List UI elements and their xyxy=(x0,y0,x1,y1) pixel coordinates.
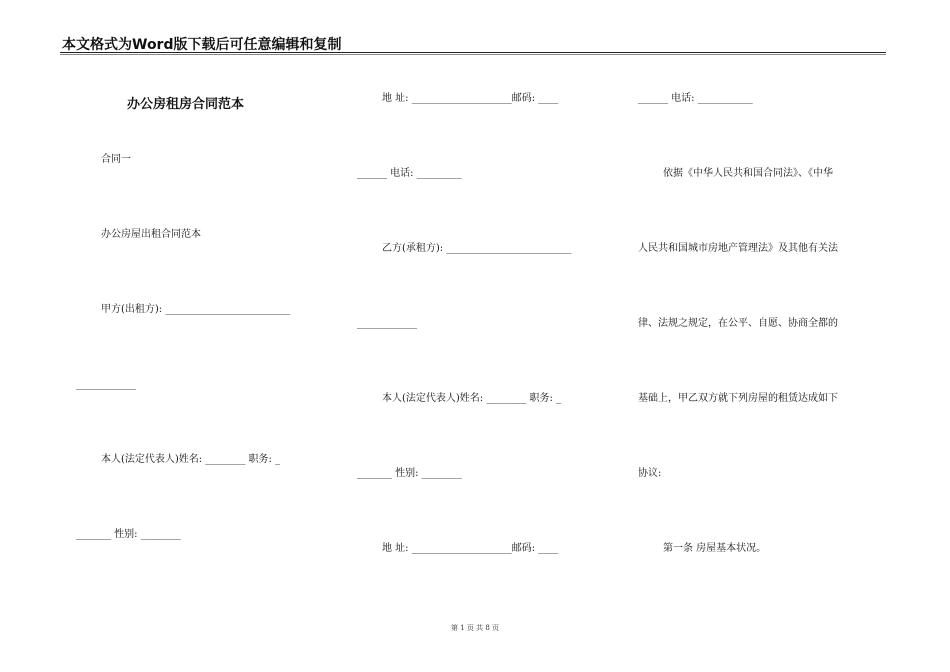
col1-line-gender: _______ 性别: ________ xyxy=(76,529,181,540)
col2-line-phone: ______ 电话: _________ xyxy=(357,168,462,179)
col3-line-article-one: 第一条 房屋基本状况。 xyxy=(663,543,767,554)
col2-line-address-2: 地 址: ____________________邮码: ____ xyxy=(382,543,559,554)
col1-line-representative: 本人(法定代表人)姓名: ________ 职务: _ xyxy=(101,454,281,465)
col3-line-basis-2: 人民共和国城市房地产管理法》及其他有关法 xyxy=(638,243,838,254)
col3-line-agreement: 协议: xyxy=(638,468,662,479)
col1-line-blank: ____________ xyxy=(76,379,136,390)
col1-line-party-a: 甲方(出租方): _________________________ xyxy=(101,304,291,315)
col1-line-subtitle: 办公房屋出租合同范本 xyxy=(101,229,201,240)
col3-line-basis-4: 基础上，甲乙双方就下列房屋的租赁达成如下 xyxy=(638,393,838,404)
header-title: 本文格式为Word版下载后可任意编辑和复制 xyxy=(62,37,342,53)
col2-line-representative: 本人(法定代表人)姓名: ________ 职务: _ xyxy=(382,393,562,404)
col3-line-basis-1: 依据《中华人民共和国合同法》、《中华 xyxy=(663,168,833,179)
col2-line-address: 地 址: ____________________邮码: ____ xyxy=(382,93,559,104)
header-rule xyxy=(60,52,886,53)
page-number: 第 1 页 共 8 页 xyxy=(450,624,500,632)
document-title: 办公房租房合同范本 xyxy=(127,97,245,112)
col2-line-gender: _______ 性别: ________ xyxy=(357,468,462,479)
col2-line-blank: ____________ xyxy=(357,318,417,329)
header-rule-thin xyxy=(60,54,886,55)
col2-line-party-b: 乙方(承租方): _________________________ xyxy=(382,243,572,254)
col3-line-phone: ______ 电话: ___________ xyxy=(638,93,753,104)
col3-line-basis-3: 律、法规之规定，在公平、自愿、协商全都的 xyxy=(638,318,838,329)
col1-line-contract-one: 合同一 xyxy=(101,154,131,165)
